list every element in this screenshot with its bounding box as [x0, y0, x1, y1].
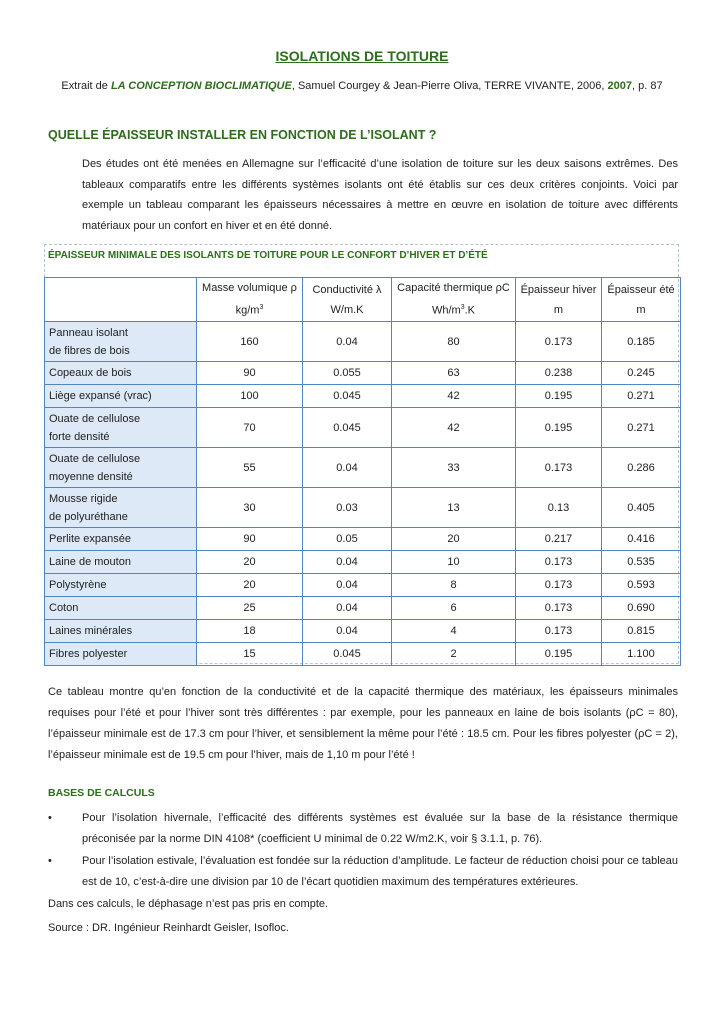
material-name-line: Ouate de cellulose	[49, 412, 141, 425]
material-name-cell	[45, 385, 197, 408]
value-cell: 55	[197, 448, 303, 488]
table-body	[45, 322, 681, 666]
column-header-label: Épaisseur hiver	[520, 283, 597, 296]
column-header-unit	[396, 298, 511, 321]
unit-base: kg/m	[235, 304, 260, 317]
value-cell: 63	[392, 362, 516, 385]
column-header	[392, 278, 516, 322]
material-name-cell	[45, 408, 197, 448]
material-name-cell	[45, 574, 197, 597]
column-header-unit	[606, 300, 676, 320]
material-name-line: forte densité	[49, 430, 110, 443]
value-cell: 0.04	[303, 597, 392, 620]
value-cell: 0.195	[516, 385, 602, 408]
material-name-line: Ouate de cellulose	[49, 452, 141, 465]
unit-tail: .K	[464, 304, 476, 317]
column-header	[303, 278, 392, 322]
value-cell: 25	[197, 597, 303, 620]
column-header-unit	[307, 300, 387, 320]
column-header	[197, 278, 303, 322]
column-header	[516, 278, 602, 322]
material-name-cell	[45, 448, 197, 488]
unit-base: m	[553, 303, 564, 316]
bullet-item-winter	[48, 808, 678, 850]
value-cell: 100	[197, 385, 303, 408]
column-header-label: Épaisseur été	[607, 283, 675, 296]
value-cell: 0.286	[602, 448, 681, 488]
bullet-text-winter: Pour l’isolation hivernale, l’efficacité des différents systèmes est évaluée sur la base de la résistance thermique préconisée par la norme DIN 4108* (coefficient U minimal de 0.22 W/m2.K, voir § 3.1.1, p. 76).	[82, 812, 678, 845]
value-cell: 0.593	[602, 574, 681, 597]
material-name-cell	[45, 620, 197, 643]
value-cell: 4	[392, 620, 516, 643]
citation-book-title: LA CONCEPTION BIOCLIMATIQUE	[110, 80, 292, 92]
value-cell: 0.217	[516, 528, 602, 551]
value-cell: 0.173	[516, 620, 602, 643]
value-cell: 15	[197, 643, 303, 666]
value-cell: 0.173	[516, 597, 602, 620]
value-cell: 0.045	[303, 408, 392, 448]
material-name-line: Perlite expansée	[49, 533, 131, 545]
column-header-unit	[201, 298, 298, 321]
material-name-cell	[45, 362, 197, 385]
material-name-line: Laines minérales	[49, 625, 133, 637]
citation-page: , p. 87	[632, 80, 663, 92]
table-corner-cell	[45, 278, 197, 322]
table-caption: ÉPAISSEUR MINIMALE DES ISOLANTS DE TOITURE POUR LE CONFORT D’HIVER ET D’ÉTÉ	[48, 250, 488, 261]
column-header-label: Conductivité λ	[312, 283, 382, 296]
value-cell: 0.173	[516, 551, 602, 574]
material-name-line: de polyuréthane	[49, 510, 128, 523]
value-cell: 20	[197, 551, 303, 574]
value-cell: 90	[197, 362, 303, 385]
table-row	[45, 448, 681, 488]
value-cell: 0.04	[303, 322, 392, 362]
table-row	[45, 362, 681, 385]
value-cell: 0.173	[516, 574, 602, 597]
insulation-table	[44, 277, 681, 666]
value-cell: 10	[392, 551, 516, 574]
value-cell: 0.690	[602, 597, 681, 620]
table-row	[45, 385, 681, 408]
value-cell: 0.045	[303, 385, 392, 408]
table-header-row	[45, 278, 681, 322]
source-note: Source : DR. Ingénieur Reinhardt Geisler, Isofloc.	[48, 922, 289, 934]
conclusion-paragraph: Ce tableau montre qu’en fonction de la conductivité et de la capacité thermique des matériaux, les épaisseurs minimales requises pour l’été et pour l’hiver sont très différentes : par exemple, pour les panneaux en laine de bois isolants (ρC = 80), l’épaisseur minimale est de 17.3 cm pour l’hiver, et sensiblement la même pour l’été : 18.5 cm. Pour les fibres polyester (ρC = 2), l’épaisseur minimale est de 19.5 cm pour l’hiver, mais de 1,10 m pour l’été !	[48, 686, 678, 761]
material-name-line: Mousse rigide	[49, 492, 118, 505]
value-cell: 0.03	[303, 488, 392, 528]
value-cell: 33	[392, 448, 516, 488]
material-name-line: Copeaux de bois	[49, 367, 132, 379]
material-name-cell	[45, 488, 197, 528]
value-cell: 0.04	[303, 574, 392, 597]
value-cell: 0.271	[602, 408, 681, 448]
material-name-line: Liège expansé (vrac)	[49, 390, 152, 402]
value-cell: 8	[392, 574, 516, 597]
material-name-line: Panneau isolant	[49, 326, 128, 339]
value-cell: 0.055	[303, 362, 392, 385]
value-cell: 0.04	[303, 448, 392, 488]
value-cell: 30	[197, 488, 303, 528]
value-cell: 0.195	[516, 408, 602, 448]
material-name-cell	[45, 597, 197, 620]
value-cell: 20	[392, 528, 516, 551]
value-cell: 6	[392, 597, 516, 620]
material-name-line: Polystyrène	[49, 579, 107, 591]
value-cell: 0.173	[516, 322, 602, 362]
material-name-cell	[45, 322, 197, 362]
value-cell: 2	[392, 643, 516, 666]
unit-exponent: 3	[460, 304, 465, 312]
unit-base: m	[636, 303, 646, 316]
table-row	[45, 597, 681, 620]
value-cell: 1.100	[602, 643, 681, 666]
table-row	[45, 643, 681, 666]
value-cell: 0.04	[303, 620, 392, 643]
value-cell: 0.05	[303, 528, 392, 551]
value-cell: 80	[392, 322, 516, 362]
value-cell: 0.271	[602, 385, 681, 408]
value-cell: 0.045	[303, 643, 392, 666]
unit-base: Wh/m	[431, 304, 461, 317]
value-cell: 18	[197, 620, 303, 643]
value-cell: 42	[392, 408, 516, 448]
value-cell: 70	[197, 408, 303, 448]
value-cell: 0.04	[303, 551, 392, 574]
table-row	[45, 322, 681, 362]
table-row	[45, 620, 681, 643]
material-name-line: de fibres de bois	[49, 344, 130, 357]
value-cell: 0.185	[602, 322, 681, 362]
bullet-item-summer	[48, 851, 678, 893]
value-cell: 13	[392, 488, 516, 528]
table-row	[45, 408, 681, 448]
unit-base: W/m.K	[330, 303, 364, 316]
material-name-line: Fibres polyester	[49, 648, 128, 660]
material-name-cell	[45, 528, 197, 551]
value-cell: 0.416	[602, 528, 681, 551]
table-row	[45, 551, 681, 574]
value-cell: 90	[197, 528, 303, 551]
intro-paragraph: Des études ont été menées en Allemagne sur l’efficacité d’une isolation de toiture sur les deux saisons extrêmes. Des tableaux comparatifs entre les différents systèmes isolants ont été établis sur ces deux critères conjoints. Voici par exemple un tableau comparant les épaisseurs nécessaires à mettre en œuvre en isolation de toiture avec différents matériaux pour un confort en hiver et en été donné.	[82, 158, 678, 232]
table-row	[45, 574, 681, 597]
citation	[0, 80, 724, 92]
bullet-text-summer: Pour l’isolation estivale, l’évaluation est fondée sur la réduction d’amplitude. Le facteur de réduction choisi pour ce tableau est de 10, c’est-à-dire une division par 10 de l’écart quotidien maximum des températures extérieures.	[82, 855, 678, 888]
value-cell: 0.238	[516, 362, 602, 385]
value-cell: 0.13	[516, 488, 602, 528]
material-name-cell	[45, 643, 197, 666]
material-name-line: Coton	[49, 602, 79, 614]
calc-note: Dans ces calculs, le déphasage n’est pas pris en compte.	[48, 898, 329, 910]
value-cell: 160	[197, 322, 303, 362]
column-header-label: Masse volumique ρ	[202, 282, 297, 295]
value-cell: 0.535	[602, 551, 681, 574]
value-cell: 0.405	[602, 488, 681, 528]
column-header-label: Capacité thermique ρC	[397, 282, 510, 295]
table-row	[45, 488, 681, 528]
material-name-line: Laine de mouton	[49, 556, 131, 568]
column-header-unit	[520, 300, 597, 320]
value-cell: 20	[197, 574, 303, 597]
bases-heading: BASES DE CALCULS	[48, 787, 155, 799]
citation-prefix: Extrait de	[61, 80, 111, 92]
material-name-line: moyenne densité	[49, 470, 133, 483]
unit-exponent: 3	[259, 304, 264, 312]
value-cell: 0.245	[602, 362, 681, 385]
bullet-icon: •	[48, 855, 52, 867]
page-title: ISOLATIONS DE TOITURE	[275, 48, 449, 64]
material-name-cell	[45, 551, 197, 574]
citation-authors: , Samuel Courgey & Jean-Pierre Oliva, TERRE VIVANTE, 2006,	[291, 80, 608, 92]
citation-year: 2007	[607, 80, 632, 92]
column-header	[602, 278, 681, 322]
table-row	[45, 528, 681, 551]
bullet-icon: •	[48, 812, 52, 824]
section-heading: QUELLE ÉPAISSEUR INSTALLER EN FONCTION DE L’ISOLANT ?	[48, 128, 437, 142]
value-cell: 42	[392, 385, 516, 408]
value-cell: 0.815	[602, 620, 681, 643]
value-cell: 0.173	[516, 448, 602, 488]
value-cell: 0.195	[516, 643, 602, 666]
